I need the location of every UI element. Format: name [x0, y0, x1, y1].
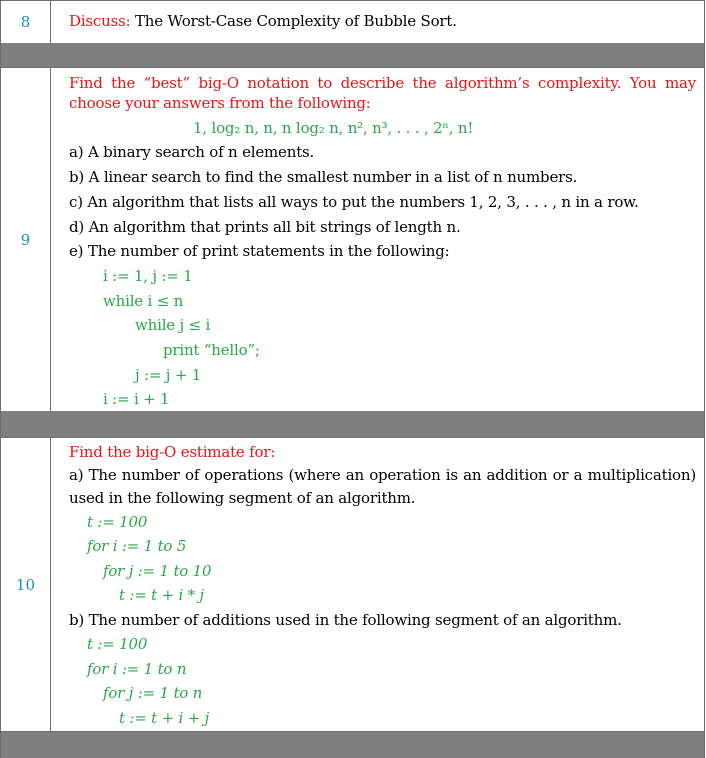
question-number: 8 — [1, 1, 51, 43]
answer-choices: 1, log₂ n, n, n log₂ n, n², n³, . . . , 2ⁿ, n! — [193, 119, 474, 137]
part-b-line: b) The number of additions used in the following segment of an algorithm. — [69, 611, 622, 629]
code-line: for i := 1 to n — [87, 660, 187, 678]
prompt-line: choose your answers from the following: — [69, 94, 371, 112]
code-line: while i ≤ n — [103, 292, 184, 310]
part-a-line: used in the following segment of an algorithm. — [69, 489, 416, 507]
code-line: t := 100 — [87, 635, 148, 653]
separator-bar — [0, 411, 705, 437]
code-line: t := t + i * j — [119, 586, 205, 604]
question-content — [51, 68, 704, 411]
separator-bar — [0, 43, 705, 67]
code-line: for j := 1 to 10 — [103, 562, 212, 580]
list-item: c) An algorithm that lists all ways to put the numbers 1, 2, 3, . . . , n in a row. — [69, 193, 639, 211]
code-line: j := j + 1 — [135, 366, 202, 384]
code-line: t := t + i + j — [119, 709, 210, 727]
list-item: a) A binary search of n elements. — [69, 143, 315, 161]
code-line: print “hello”; — [163, 341, 260, 359]
discuss-label: Discuss: — [69, 12, 131, 30]
question-number: 9 — [1, 68, 51, 411]
discuss-text: The Worst-Case Complexity of Bubble Sort. — [130, 12, 457, 30]
list-item: b) A linear search to find the smallest number in a list of n numbers. — [69, 168, 578, 186]
list-item: e) The number of print statements in the following: — [69, 242, 450, 260]
code-line: t := 100 — [87, 513, 148, 531]
question-content — [51, 438, 704, 731]
part-a-line: a) The number of operations (where an operation is an addition or a multiplication) — [69, 466, 696, 484]
separator-bar — [0, 732, 705, 758]
code-line: for i := 1 to 5 — [87, 537, 187, 555]
question-number: 10 — [1, 438, 51, 731]
list-item: d) An algorithm that prints all bit strings of length n. — [69, 218, 461, 236]
prompt-line: Find the big-O estimate for: — [69, 443, 276, 461]
code-line: i := 1, j := 1 — [103, 267, 193, 285]
prompt-line: Find the “best” big-O notation to describe the algorithm’s complexity. You may — [69, 74, 696, 92]
question-content — [51, 1, 704, 43]
code-line: while j ≤ i — [135, 316, 211, 334]
question-row-9 — [0, 67, 705, 411]
question-row-10 — [0, 437, 705, 732]
code-line: i := i + 1 — [103, 390, 170, 408]
question-row-8 — [0, 0, 705, 43]
code-line: for j := 1 to n — [103, 684, 203, 702]
